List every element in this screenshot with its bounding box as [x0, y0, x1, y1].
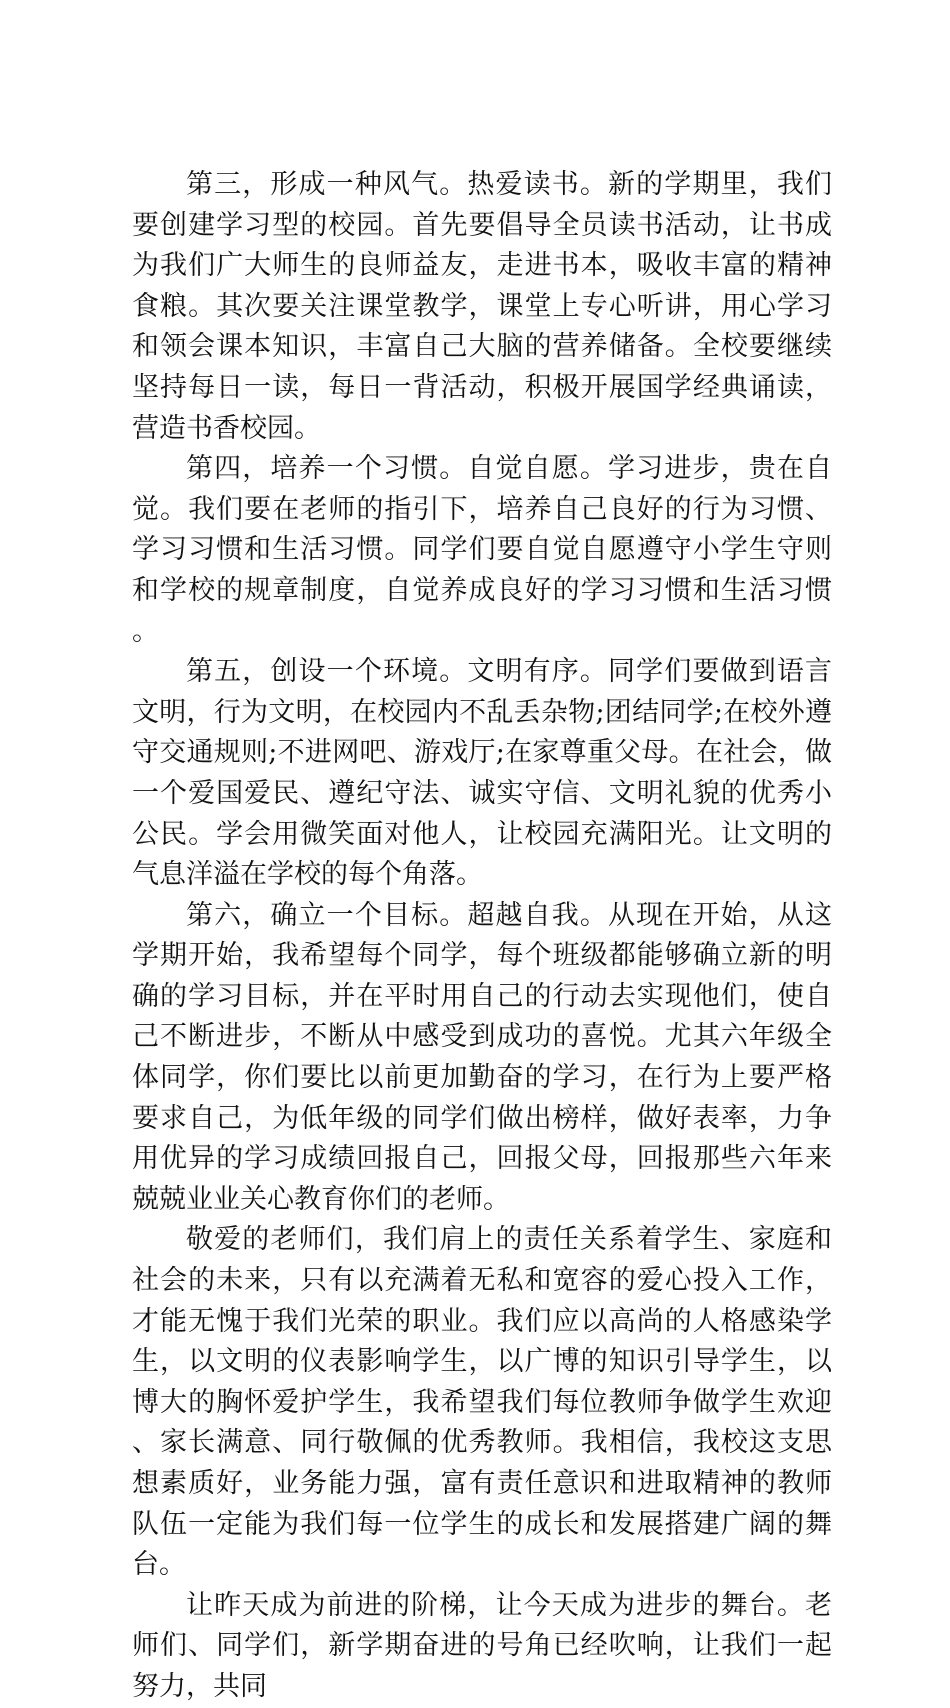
- paragraph-habit-self-discipline: 第四，培养一个习惯。自觉自愿。学习进步，贵在自觉。我们要在老师的指引下，培养自己良好的行为习惯、学习习惯和生活习惯。同学们要自觉自愿遵守小学生守则和学校的规章制度，自觉养成良好的学习习惯和生活习惯。: [132, 453, 832, 647]
- paragraph-teachers: 敬爱的老师们，我们肩上的责任关系着学生、家庭和社会的未来，只有以充满着无私和宽容的爱心投入工作，才能无愧于我们光荣的职业。我们应以高尚的人格感染学生，以文明的仪表影响学生，以广博的知识引导学生，以博大的胸怀爱护学生，我希望我们每位教师争做学生欢迎、家长满意、同行敬佩的优秀教师。我相信，我校这支思想素质好，业务能力强，富有责任意识和进取精神的教师队伍一定能为我们每一位学生的成长和发展搭建广阔的舞台。: [132, 1224, 832, 1581]
- document-body: [132, 165, 832, 1708]
- paragraph-civilized-environment: 第五，创设一个环境。文明有序。同学们要做到语言文明，行为文明，在校园内不乱丢杂物;团结同学;在校外遵守交通规则;不进网吧、游戏厅;在家尊重父母。在社会，做一个爱国爱民、遵纪守法、诚实守信、文明礼貌的优秀小公民。学会用微笑面对他人，让校园充满阳光。让文明的气息洋溢在学校的每个角落。: [132, 656, 832, 891]
- paragraph-set-goal: 第六，确立一个目标。超越自我。从现在开始，从这学期开始，我希望每个同学，每个班级都能够确立新的明确的学习目标，并在平时用自己的行动去实现他们，使自己不断进步，不断从中感受到成功的喜悦。尤其六年级全体同学，你们要比以前更加勤奋的学习，在行为上要严格要求自己，为低年级的同学们做出榜样，做好表率，力争用优异的学习成绩回报自己，回报父母，回报那些六年来兢兢业业关心教育你们的老师。: [132, 899, 832, 1215]
- paragraph-closing: 让昨天成为前进的阶梯，让今天成为进步的舞台。老师们、同学们，新学期奋进的号角已经吹响，让我们一起努力，共同: [132, 1589, 832, 1702]
- paragraph-habit-reading: 第三，形成一种风气。热爱读书。新的学期里，我们要创建学习型的校园。首先要倡导全员读书活动，让书成为我们广大师生的良师益友，走进书本，吸收丰富的精神食粮。其次要关注课堂教学，课堂上专心听讲，用心学习和领会课本知识，丰富自己大脑的营养储备。全校要继续坚持每日一读，每日一背活动，积极开展国学经典诵读，营造书香校园。: [132, 169, 832, 444]
